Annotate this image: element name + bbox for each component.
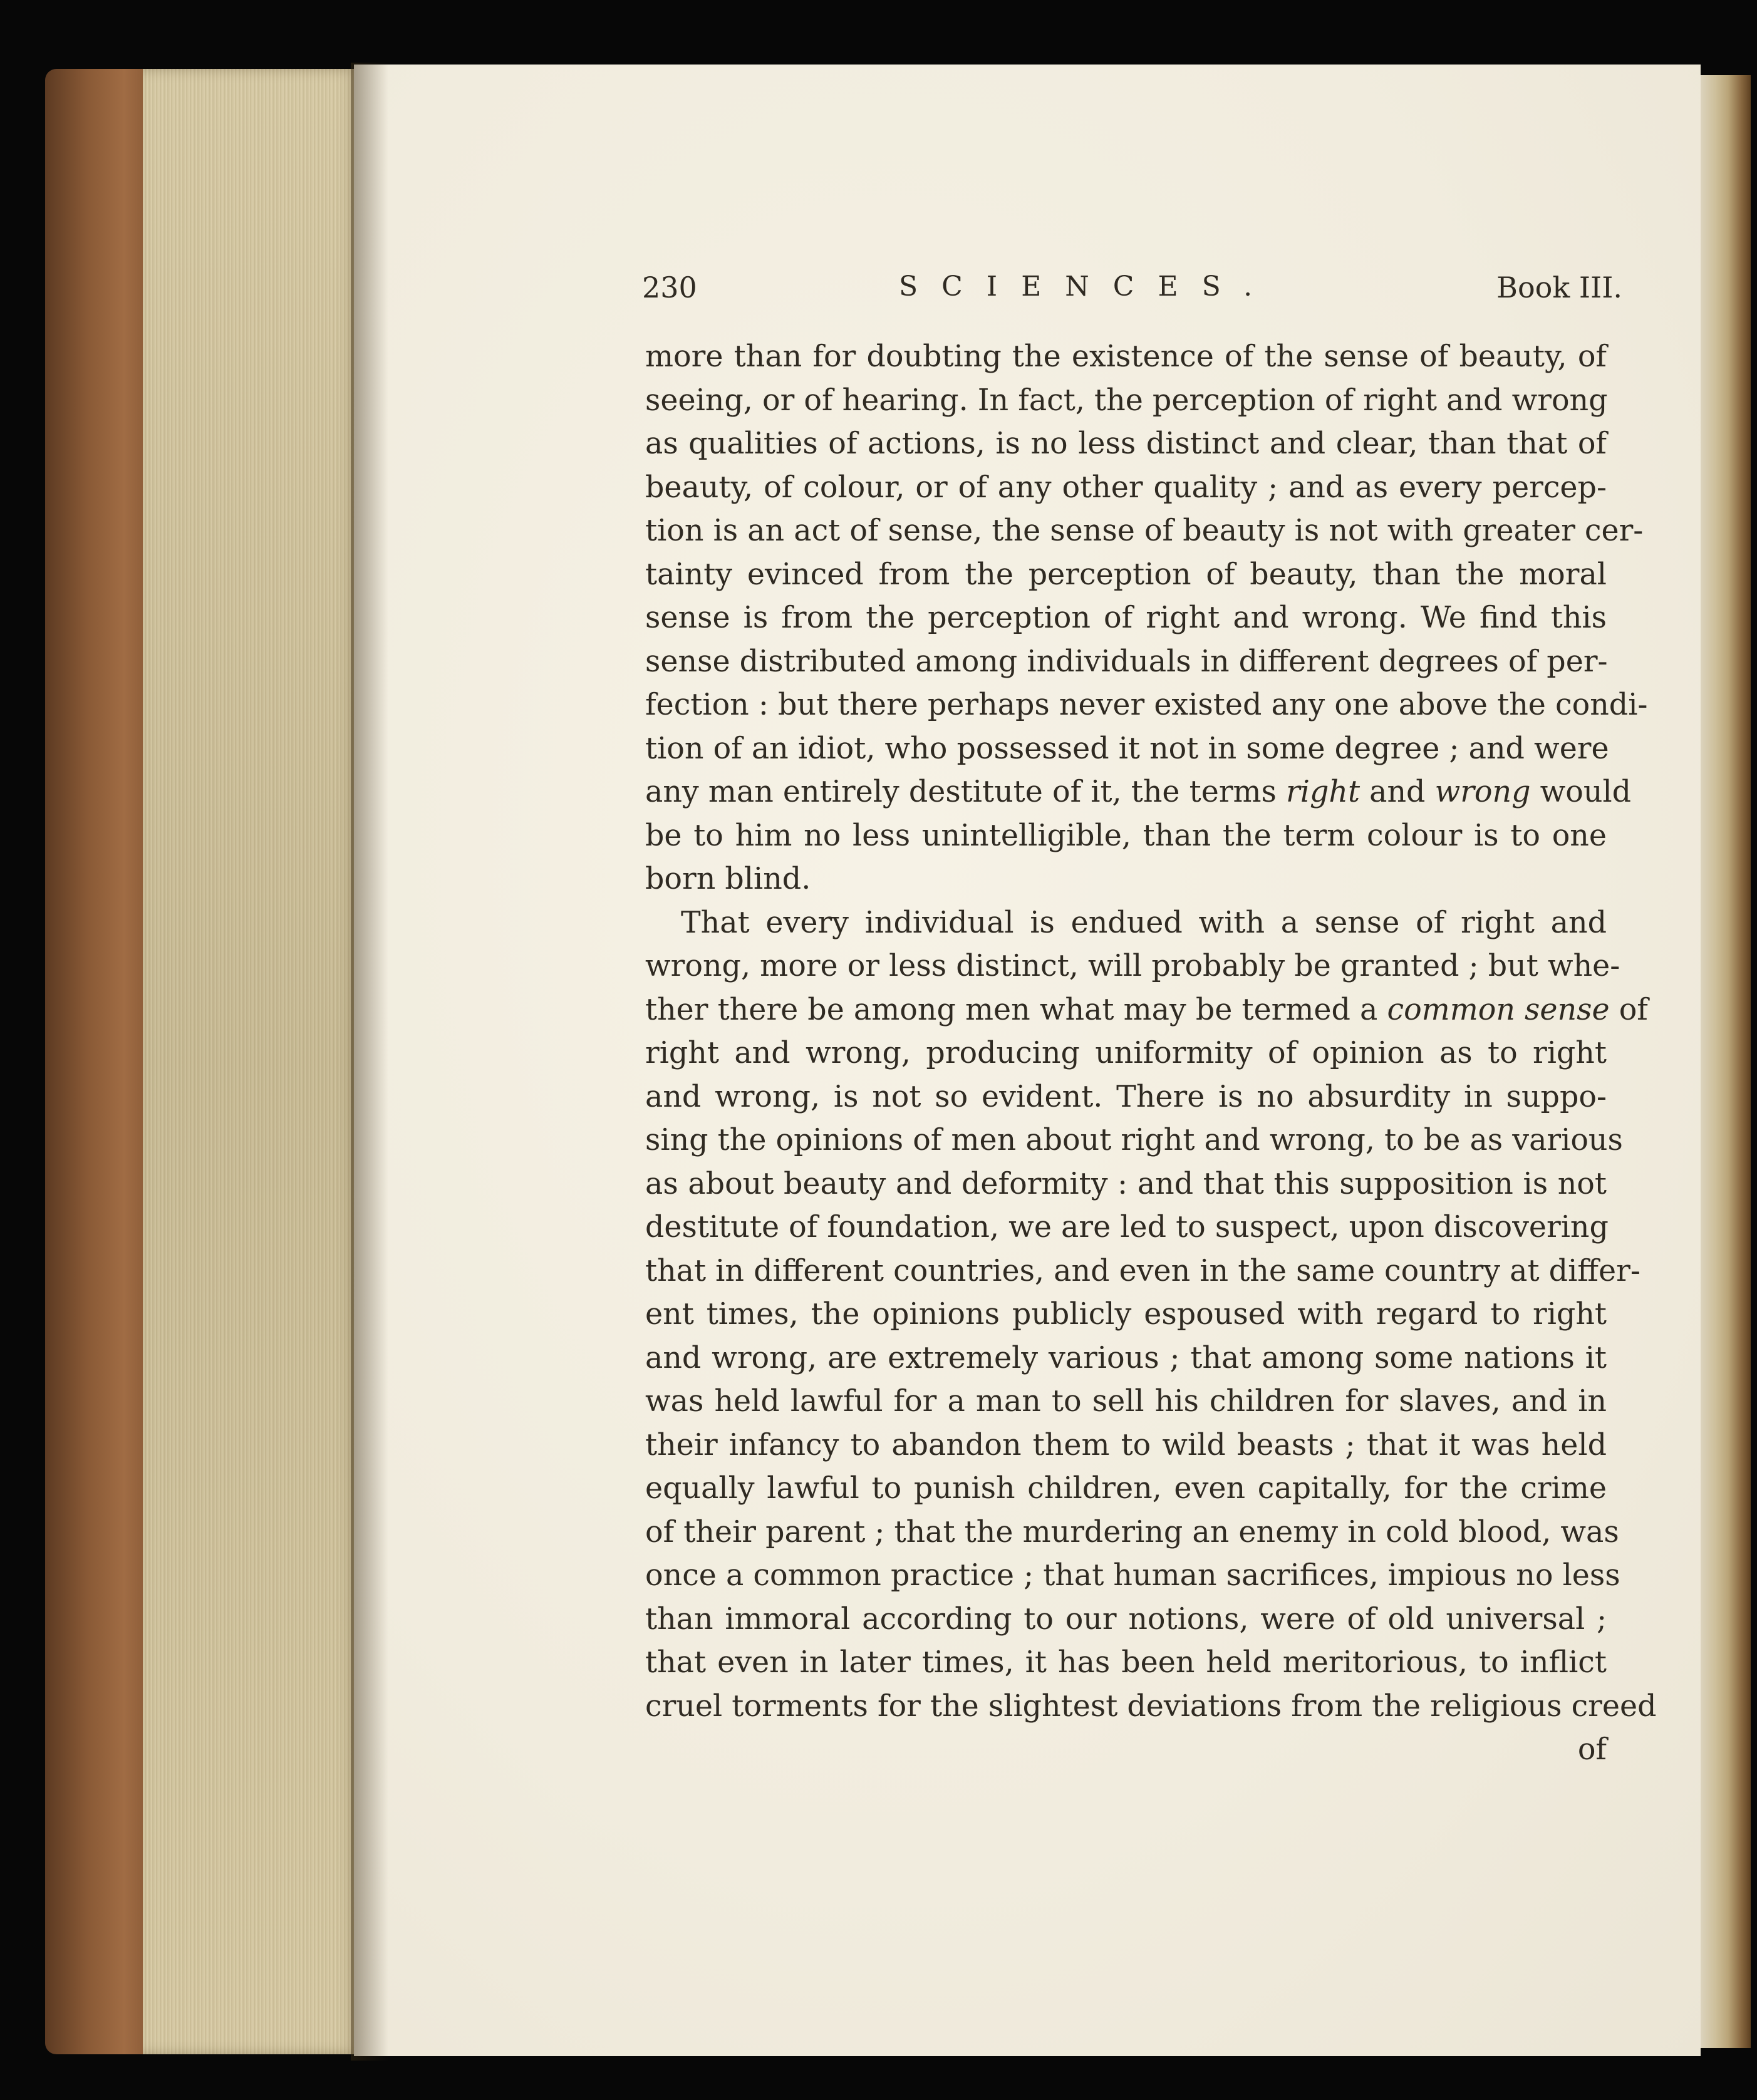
text-line: and wrong, is not so evident. There is no absurdity in suppo- xyxy=(645,1079,1607,1114)
text-line: beauty, of colour, or of any other quality ; and as every percep- xyxy=(645,470,1607,505)
text-line: seeing, or of hearing. In fact, the perception of right and wrong xyxy=(645,383,1608,418)
text-line: wrong, more or less distinct, will probably be granted ; but whe- xyxy=(645,949,1620,983)
text-line: once a common practice ; that human sacrifices, impious no less xyxy=(645,1558,1620,1593)
text-segment: and xyxy=(1360,775,1435,809)
body-text xyxy=(645,335,1657,1772)
page-edges xyxy=(143,69,359,2054)
text-line: fection : but there perhaps never existed any one above the condi- xyxy=(645,688,1648,722)
text-line: be to him no less unintelligible, than the term colour is to one xyxy=(645,818,1607,853)
text-line: tainty evinced from the perception of beauty, than the moral xyxy=(645,557,1607,592)
text-line xyxy=(645,988,1648,1032)
page-number: 230 xyxy=(642,271,697,304)
text-segment: would xyxy=(1530,775,1632,809)
text-line: as about beauty and deformity : and that this supposition is not xyxy=(645,1166,1607,1201)
text-line: cruel torments for the slightest deviations from the religious creed xyxy=(645,1689,1657,1724)
facing-page-edge xyxy=(1701,75,1751,2048)
text-line: right and wrong, producing uniformity of opinion as to right xyxy=(645,1036,1607,1070)
italic-phrase: common sense xyxy=(1387,992,1610,1027)
text-line: more than for doubting the existence of the sense of beauty, of xyxy=(645,339,1607,374)
text-line: equally lawful to punish children, even capitally, for the crime xyxy=(645,1471,1607,1506)
text-line: tion is an act of sense, the sense of beauty is not with greater cer- xyxy=(645,514,1644,548)
text-line: sense is from the perception of right and wrong. We find this xyxy=(645,601,1607,635)
italic-word: wrong xyxy=(1434,775,1531,809)
text-line: as qualities of actions, is no less distinct and clear, than that of xyxy=(645,427,1607,461)
italic-word: right xyxy=(1286,775,1361,809)
text-line xyxy=(645,770,1632,814)
text-line: of their parent ; that the murdering an enemy in cold blood, was xyxy=(645,1514,1619,1549)
text-line: sense distributed among individuals in different degrees of per- xyxy=(645,644,1608,679)
text-line: that in different countries, and even in the same country at differ- xyxy=(645,1253,1640,1288)
text-segment: ther there be among men what may be termed a xyxy=(645,992,1387,1027)
text-segment: of xyxy=(1609,992,1648,1027)
text-line: destitute of foundation, we are led to suspect, upon discovering xyxy=(645,1210,1609,1244)
running-head xyxy=(642,271,1622,308)
text-line: That every individual is endued with a sense of right and xyxy=(681,905,1607,940)
text-line: that even in later times, it has been held meritorious, to inflict xyxy=(645,1645,1607,1680)
section-title: SCIENCES. xyxy=(899,271,1277,303)
text-line: was held lawful for a man to sell his children for slaves, and in xyxy=(645,1384,1607,1419)
text-segment: any man entirely destitute of it, the terms xyxy=(645,775,1287,809)
text-line: born blind. xyxy=(645,862,811,896)
text-line: and wrong, are extremely various ; that among some nations it xyxy=(645,1340,1607,1375)
text-line: sing the opinions of men about right and wrong, to be as various xyxy=(645,1123,1623,1157)
text-line: tion of an idiot, who possessed it not in some degree ; and were xyxy=(645,731,1609,766)
text-line: than immoral according to our notions, were of old universal ; xyxy=(645,1601,1607,1637)
gutter-shadow xyxy=(351,63,388,2061)
book-reference: Book III. xyxy=(1496,271,1622,304)
text-line: their infancy to abandon them to wild beasts ; that it was held xyxy=(645,1427,1607,1462)
text-line: ent times, the opinions publicly espoused with regard to right xyxy=(645,1297,1607,1332)
catchword: of xyxy=(1577,1732,1607,1767)
